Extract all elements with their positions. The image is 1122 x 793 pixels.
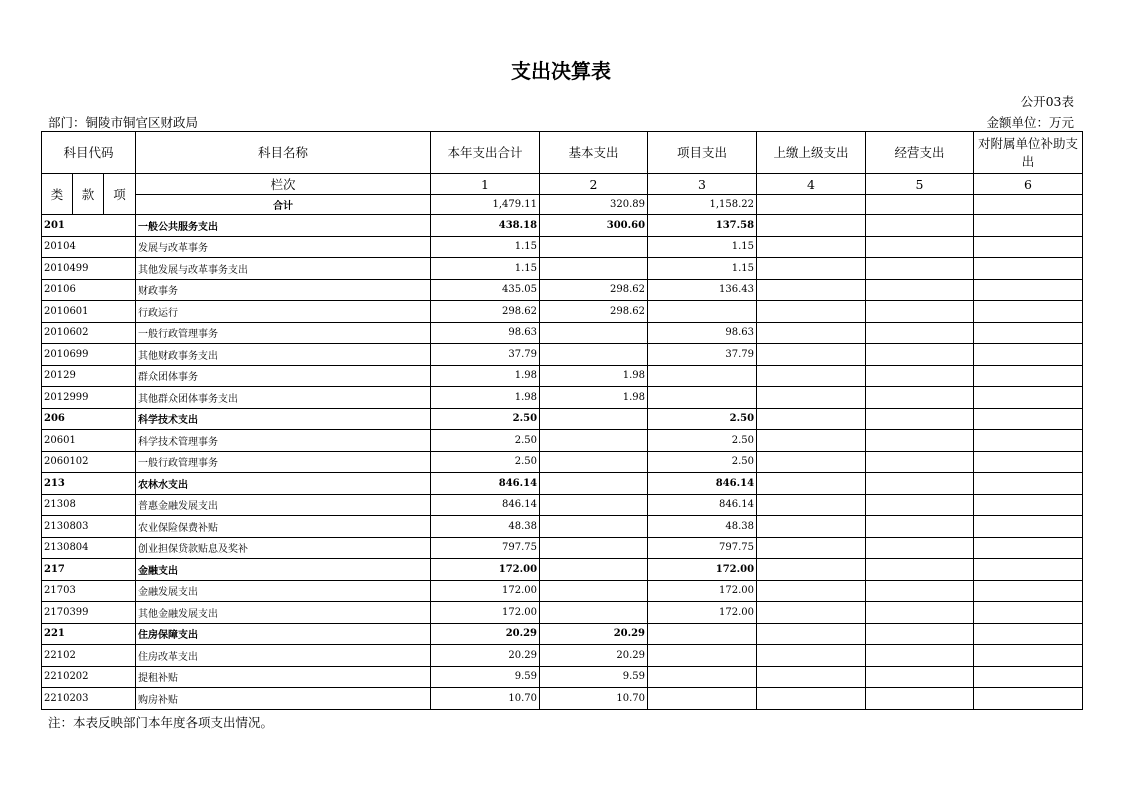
- row-business: [866, 645, 974, 667]
- row-name: 农林水支出: [136, 473, 431, 495]
- row-project: [648, 645, 757, 667]
- row-business: [866, 516, 974, 538]
- row-name: 行政运行: [136, 301, 431, 323]
- header-col-5: 经营支出: [866, 132, 974, 174]
- row-code: 201: [42, 215, 136, 237]
- total-v4: [757, 195, 866, 215]
- row-basic: [540, 494, 648, 516]
- row-basic: 298.62: [540, 279, 648, 301]
- row-project: 136.43: [648, 279, 757, 301]
- row-basic: 1.98: [540, 365, 648, 387]
- row-code: 21703: [42, 580, 136, 602]
- row-name: 住房保障支出: [136, 623, 431, 645]
- row-code: 22102: [42, 645, 136, 667]
- row-total: 2.50: [431, 451, 540, 473]
- row-upper: [757, 623, 866, 645]
- row-total: 1.98: [431, 387, 540, 409]
- col-num-4: 4: [757, 174, 866, 195]
- header-col-2: 基本支出: [540, 132, 648, 174]
- row-basic: [540, 236, 648, 258]
- row-project: [648, 365, 757, 387]
- row-basic: [540, 516, 648, 538]
- row-name: 其他发展与改革事务支出: [136, 258, 431, 280]
- row-subsidy: [974, 322, 1083, 344]
- table-row: [42, 301, 1083, 323]
- row-total: 298.62: [431, 301, 540, 323]
- row-code: 2012999: [42, 387, 136, 409]
- column-number-row: [42, 174, 1083, 195]
- row-subsidy: [974, 215, 1083, 237]
- row-project: [648, 301, 757, 323]
- row-total: 846.14: [431, 494, 540, 516]
- row-total: 172.00: [431, 580, 540, 602]
- row-name: 其他金融发展支出: [136, 602, 431, 624]
- col-num-1: 1: [431, 174, 540, 195]
- table-row: [42, 559, 1083, 581]
- row-basic: [540, 322, 648, 344]
- row-name: 一般行政管理事务: [136, 322, 431, 344]
- row-project: 48.38: [648, 516, 757, 538]
- table-row: [42, 408, 1083, 430]
- header-row: [42, 132, 1083, 174]
- row-total: 435.05: [431, 279, 540, 301]
- row-business: [866, 236, 974, 258]
- row-upper: [757, 666, 866, 688]
- row-upper: [757, 602, 866, 624]
- row-upper: [757, 473, 866, 495]
- row-subsidy: [974, 537, 1083, 559]
- col-num-2: 2: [540, 174, 648, 195]
- header-col-3: 项目支出: [648, 132, 757, 174]
- table-row: [42, 451, 1083, 473]
- row-business: [866, 494, 974, 516]
- row-upper: [757, 645, 866, 667]
- header-col-1: 本年支出合计: [431, 132, 540, 174]
- row-code: 20129: [42, 365, 136, 387]
- row-basic: 10.70: [540, 688, 648, 710]
- row-name: 科学技术支出: [136, 408, 431, 430]
- row-project: [648, 666, 757, 688]
- row-basic: [540, 473, 648, 495]
- row-total: 20.29: [431, 623, 540, 645]
- row-upper: [757, 387, 866, 409]
- row-project: 1.15: [648, 236, 757, 258]
- row-project: 797.75: [648, 537, 757, 559]
- row-total: 2.50: [431, 408, 540, 430]
- table-row: [42, 666, 1083, 688]
- row-code: 2010601: [42, 301, 136, 323]
- row-business: [866, 473, 974, 495]
- row-code: 213: [42, 473, 136, 495]
- row-upper: [757, 516, 866, 538]
- row-upper: [757, 559, 866, 581]
- row-total: 10.70: [431, 688, 540, 710]
- row-business: [866, 666, 974, 688]
- row-upper: [757, 322, 866, 344]
- row-name: 财政事务: [136, 279, 431, 301]
- row-basic: 1.98: [540, 387, 648, 409]
- department-label: 部门：铜陵市铜官区财政局: [48, 115, 199, 130]
- row-subsidy: [974, 623, 1083, 645]
- row-basic: 9.59: [540, 666, 648, 688]
- row-subsidy: [974, 344, 1083, 366]
- row-subsidy: [974, 365, 1083, 387]
- row-code: 217: [42, 559, 136, 581]
- row-code: 2060102: [42, 451, 136, 473]
- row-business: [866, 430, 974, 452]
- row-subsidy: [974, 387, 1083, 409]
- footnote: 注：本表反映部门本年度各项支出情况。: [48, 715, 274, 730]
- total-v5: [866, 195, 974, 215]
- row-project: 2.50: [648, 408, 757, 430]
- row-business: [866, 365, 974, 387]
- row-project: 98.63: [648, 322, 757, 344]
- row-business: [866, 559, 974, 581]
- header-xiang: 项: [104, 174, 136, 215]
- row-upper: [757, 451, 866, 473]
- col-num-3: 3: [648, 174, 757, 195]
- table-row: [42, 322, 1083, 344]
- row-code: 21308: [42, 494, 136, 516]
- table-row: [42, 387, 1083, 409]
- row-upper: [757, 494, 866, 516]
- row-upper: [757, 537, 866, 559]
- table-row: [42, 580, 1083, 602]
- row-upper: [757, 301, 866, 323]
- row-business: [866, 279, 974, 301]
- row-subsidy: [974, 666, 1083, 688]
- col-num-5: 5: [866, 174, 974, 195]
- row-upper: [757, 365, 866, 387]
- table-number: 公开03表: [1020, 94, 1074, 109]
- row-total: 438.18: [431, 215, 540, 237]
- row-business: [866, 258, 974, 280]
- row-basic: 20.29: [540, 623, 648, 645]
- row-total: 20.29: [431, 645, 540, 667]
- row-basic: [540, 408, 648, 430]
- row-subsidy: [974, 688, 1083, 710]
- row-total: 797.75: [431, 537, 540, 559]
- row-name: 住房改革支出: [136, 645, 431, 667]
- row-upper: [757, 430, 866, 452]
- header-kuan: 款: [73, 174, 104, 215]
- row-code: 2210202: [42, 666, 136, 688]
- row-upper: [757, 408, 866, 430]
- row-project: 137.58: [648, 215, 757, 237]
- row-total: 172.00: [431, 602, 540, 624]
- row-subsidy: [974, 473, 1083, 495]
- row-code: 20601: [42, 430, 136, 452]
- table-row: [42, 688, 1083, 710]
- row-basic: 300.60: [540, 215, 648, 237]
- row-upper: [757, 236, 866, 258]
- row-project: [648, 623, 757, 645]
- row-total: 37.79: [431, 344, 540, 366]
- row-project: 172.00: [648, 559, 757, 581]
- row-business: [866, 451, 974, 473]
- table-row: [42, 215, 1083, 237]
- row-upper: [757, 279, 866, 301]
- table-row: [42, 258, 1083, 280]
- total-row: [42, 195, 1083, 215]
- header-col-4: 上缴上级支出: [757, 132, 866, 174]
- table-row: [42, 645, 1083, 667]
- row-business: [866, 344, 974, 366]
- row-name: 科学技术管理事务: [136, 430, 431, 452]
- row-name: 群众团体事务: [136, 365, 431, 387]
- row-basic: [540, 602, 648, 624]
- row-upper: [757, 258, 866, 280]
- table-row: [42, 344, 1083, 366]
- row-total: 846.14: [431, 473, 540, 495]
- row-project: 1.15: [648, 258, 757, 280]
- row-name: 提租补贴: [136, 666, 431, 688]
- total-v6: [974, 195, 1083, 215]
- table-row: [42, 516, 1083, 538]
- row-code: 2010602: [42, 322, 136, 344]
- table-row: [42, 473, 1083, 495]
- row-business: [866, 387, 974, 409]
- row-subsidy: [974, 451, 1083, 473]
- row-code: 20106: [42, 279, 136, 301]
- row-basic: 298.62: [540, 301, 648, 323]
- row-business: [866, 580, 974, 602]
- row-business: [866, 688, 974, 710]
- row-name: 创业担保贷款贴息及奖补: [136, 537, 431, 559]
- row-business: [866, 408, 974, 430]
- row-total: 1.98: [431, 365, 540, 387]
- row-code: 2210203: [42, 688, 136, 710]
- table-row: [42, 623, 1083, 645]
- header-col-6: 对附属单位补助支出: [974, 132, 1083, 174]
- row-upper: [757, 344, 866, 366]
- row-subsidy: [974, 645, 1083, 667]
- row-subsidy: [974, 559, 1083, 581]
- row-project: 846.14: [648, 494, 757, 516]
- row-project: 172.00: [648, 602, 757, 624]
- row-basic: [540, 559, 648, 581]
- row-subsidy: [974, 602, 1083, 624]
- row-basic: [540, 451, 648, 473]
- row-project: 2.50: [648, 451, 757, 473]
- table-row: [42, 494, 1083, 516]
- row-code: 2130803: [42, 516, 136, 538]
- row-upper: [757, 580, 866, 602]
- unit-label: 金额单位：万元: [986, 115, 1074, 130]
- row-name: 一般行政管理事务: [136, 451, 431, 473]
- row-basic: [540, 537, 648, 559]
- row-name: 农业保险保费补贴: [136, 516, 431, 538]
- row-business: [866, 301, 974, 323]
- row-total: 48.38: [431, 516, 540, 538]
- row-business: [866, 537, 974, 559]
- row-name: 其他财政事务支出: [136, 344, 431, 366]
- table-row: [42, 602, 1083, 624]
- row-code: 20104: [42, 236, 136, 258]
- row-project: 846.14: [648, 473, 757, 495]
- row-project: 2.50: [648, 430, 757, 452]
- row-subsidy: [974, 580, 1083, 602]
- row-name: 普惠金融发展支出: [136, 494, 431, 516]
- row-code: 206: [42, 408, 136, 430]
- row-upper: [757, 215, 866, 237]
- header-code: 科目代码: [42, 132, 136, 174]
- row-code: 221: [42, 623, 136, 645]
- row-name: 购房补贴: [136, 688, 431, 710]
- total-v3: 1,158.22: [648, 195, 757, 215]
- table-row: [42, 236, 1083, 258]
- total-label: 合计: [136, 195, 431, 215]
- row-subsidy: [974, 279, 1083, 301]
- page-title: 支出决算表: [511, 59, 611, 83]
- row-code: 2170399: [42, 602, 136, 624]
- table-row: [42, 430, 1083, 452]
- row-subsidy: [974, 408, 1083, 430]
- row-total: 9.59: [431, 666, 540, 688]
- row-subsidy: [974, 258, 1083, 280]
- table-row: [42, 365, 1083, 387]
- table-row: [42, 279, 1083, 301]
- row-basic: 20.29: [540, 645, 648, 667]
- expenditure-table: [41, 131, 1083, 710]
- row-subsidy: [974, 516, 1083, 538]
- row-total: 172.00: [431, 559, 540, 581]
- row-basic: [540, 430, 648, 452]
- header-name: 科目名称: [136, 132, 431, 174]
- row-code: 2130804: [42, 537, 136, 559]
- header-lanci: 栏次: [136, 174, 431, 195]
- row-basic: [540, 258, 648, 280]
- row-total: 1.15: [431, 258, 540, 280]
- row-basic: [540, 344, 648, 366]
- row-total: 2.50: [431, 430, 540, 452]
- row-upper: [757, 688, 866, 710]
- header-lei: 类: [42, 174, 73, 215]
- col-num-6: 6: [974, 174, 1083, 195]
- row-basic: [540, 580, 648, 602]
- row-code: 2010699: [42, 344, 136, 366]
- row-project: 37.79: [648, 344, 757, 366]
- row-code: 2010499: [42, 258, 136, 280]
- table-row: [42, 537, 1083, 559]
- row-business: [866, 215, 974, 237]
- total-v1: 1,479.11: [431, 195, 540, 215]
- row-business: [866, 322, 974, 344]
- row-subsidy: [974, 430, 1083, 452]
- row-total: 1.15: [431, 236, 540, 258]
- row-name: 金融发展支出: [136, 580, 431, 602]
- row-business: [866, 602, 974, 624]
- row-project: [648, 387, 757, 409]
- row-subsidy: [974, 236, 1083, 258]
- row-subsidy: [974, 301, 1083, 323]
- total-v2: 320.89: [540, 195, 648, 215]
- row-project: [648, 688, 757, 710]
- row-name: 金融支出: [136, 559, 431, 581]
- row-total: 98.63: [431, 322, 540, 344]
- row-business: [866, 623, 974, 645]
- row-name: 其他群众团体事务支出: [136, 387, 431, 409]
- row-project: 172.00: [648, 580, 757, 602]
- row-name: 一般公共服务支出: [136, 215, 431, 237]
- row-name: 发展与改革事务: [136, 236, 431, 258]
- row-subsidy: [974, 494, 1083, 516]
